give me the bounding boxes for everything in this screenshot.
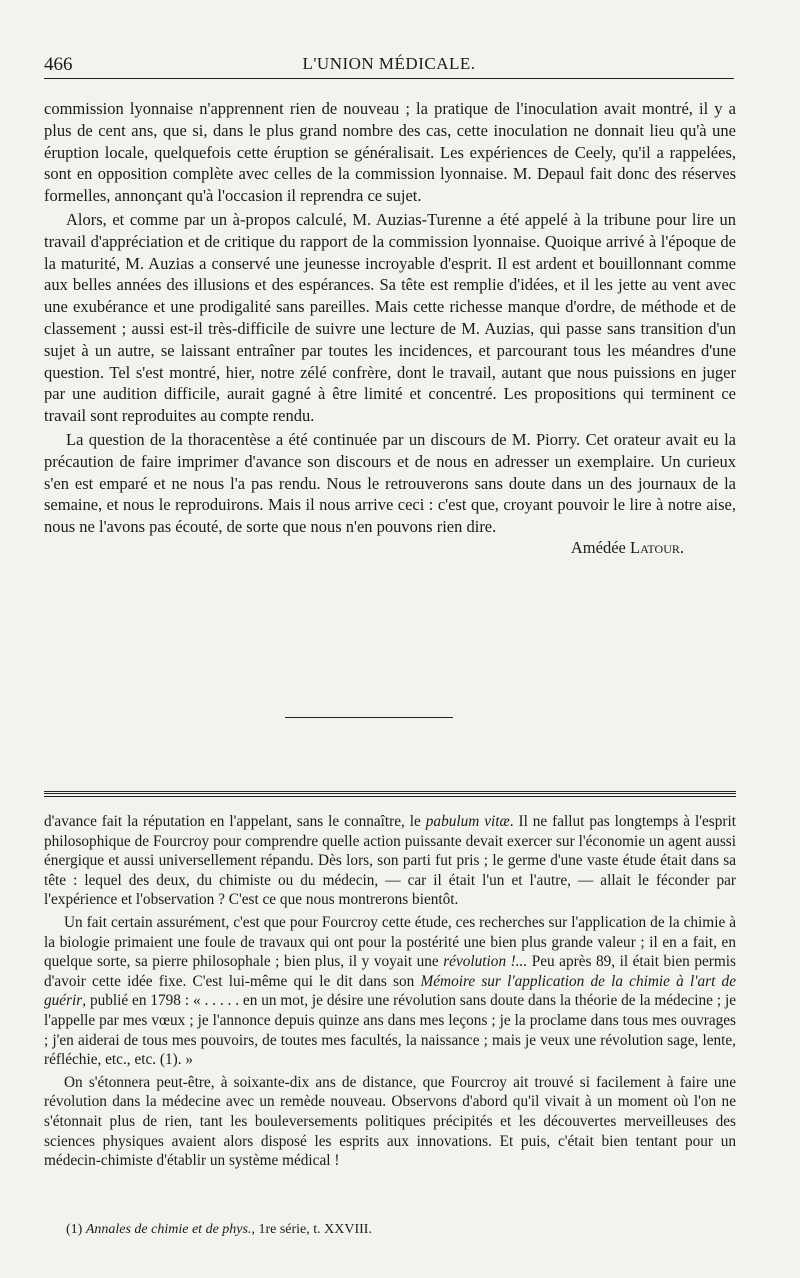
feuilleton-paragraph: On s'étonnera peut-être, à soixante-dix ans de distance, que Fourcroy ait trouvé si facilement à faire une révolution dans la médecine avec un remède nouveau. Observons d'abord qu'il vivait à un moment où l'on ne s'étonnait plus de rien, tant les bouleversements politiques précipités et les découvertes merveilleuses des sciences physiques avaient alors disposé les esprits aux innovations. Et puis, c'était bien tentant pour un médecin-chimiste d'établir un système médical ! [44,1073,736,1170]
author-last-name: Latour. [630,537,684,557]
author-signature [44,538,736,558]
author-first-name: Amédée [570,537,626,557]
feuilleton-paragraph: Un fait certain assurément, c'est que pour Fourcroy cette étude, ces recherches sur l'application de la chimie à la biologie primaient une foule de travaux qui ont pour la postérité une bien plus grande valeur ; il en a fait, en quelque sorte, sa pierre philosophale ; bien plus, il y voyait une révolution !... Peu après 89, il était bien permis d'avoir cette idée fixe. C'est lui-même qui le dit dans son Mémoire sur l'application de la chimie à l'art de guérir, publié en 1798 : « . . . . . en un mot, je désire une révolution sans doute dans la théorie de la médecine ; je l'appelle par mes vœux ; je l'annonce depuis quinze ans dans mes leçons ; je la proclame dans tous mes ouvrages ; j'en aiderai de tous mes pouvoirs, de toutes mes facultés, la naissance ; mais je veux une révolution sage, lente, réfléchie, etc., etc. (1). » [44,913,736,1069]
feuilleton-body [44,812,736,1171]
running-title: L'UNION MÉDICALE. [302,54,476,73]
page-header [44,52,734,79]
feuilleton-paragraph: d'avance fait la réputation en l'appelant, sans le connaître, le pabulum vitæ. Il ne fallut pas longtemps à l'esprit philosophique de Fourcroy pour comprendre quelle action puissante devait exercer sur l'économie un agent aussi énergique et aussi universellement répandu. Dès lors, son parti fut pris ; le germe d'une vaste étude était dans sa tête : lequel des deux, du chimiste ou du médecin, — car il était l'un et l'autre, — allait le féconder par l'expérience et l'observation ? C'est ce que nous montrerons bientôt. [44,813,737,909]
footnote-reference: , 1re série, t. XXVIII. [251,1222,372,1237]
article-paragraph: Alors, et comme par un à-propos calculé, M. Auzias-Turenne a été appelé à la tribune pour lire un travail d'appréciation et de critique du rapport de la commission lyonnaise. Quoique arrivé à l'époque de la maturité, M. Auzias a conservé une jeunesse incroyable d'esprit. Il est ardent et bouillonnant comme aux belles années des illusions et des espérances. Sa tête est remplie d'idées, et il les jette au vent avec une exubérance et une prodigalité sans pareilles. Mais cette richesse manque d'ordre, de méthode et de classement ; aussi est-il très-difficile de suivre une lecture de M. Auzias, qui passe sans transition d'un sujet à un autre, se laissant entraîner par toutes les incidences, et parcourant tous les méandres d'une question. Tel s'est montré, hier, notre zélé confrère, dont le travail, autant que nous puissions en juger par une audition difficile, aurait gagné à être limité et concentré. Les propositions qui terminent ce travail sont reproduites au compte rendu. [44,209,736,426]
footnote [66,1222,372,1238]
page-number: 466 [44,54,73,75]
footnote-title: Annales de chimie et de phys. [85,1222,252,1237]
article-paragraph: commission lyonnaise n'apprennent rien de nouveau ; la pratique de l'inoculation avait montré, il y a plus de cent ans, que si, dans le plus grand nombre des cas, cette inoculation ne donnait lieu qu'à une éruption locale, quelquefois cette éruption se généralisait. Les expériences de Ceely, qu'il a rappelées, sont en opposition complète avec celles de la commission lyonnaise. M. Depaul fait donc des réserves formelles, annonçant qu'à l'occasion il reprendra ce sujet. [44,99,736,206]
article-body [44,98,736,558]
article-paragraph: La question de la thoracentèse a été continuée par un discours de M. Piorry. Cet orateur avait eu la précaution de faire imprimer d'avance son discours et de nous en adresser un exemplaire. Un curieux s'en est emparé et ne nous l'a pas rendu. Nous le retrouverons sans doute dans un des journaux de la semaine, et nous le reproduirons. Mais il nous arrive ceci : c'est que, croyant pouvoir le lire à notre aise, nous ne l'avons pas écouté, de sorte que nous n'en pouvons rien dire. [44,429,736,537]
feuilleton-rule [44,791,736,797]
section-separator [285,717,453,718]
footnote-marker: (1) [66,1222,83,1237]
